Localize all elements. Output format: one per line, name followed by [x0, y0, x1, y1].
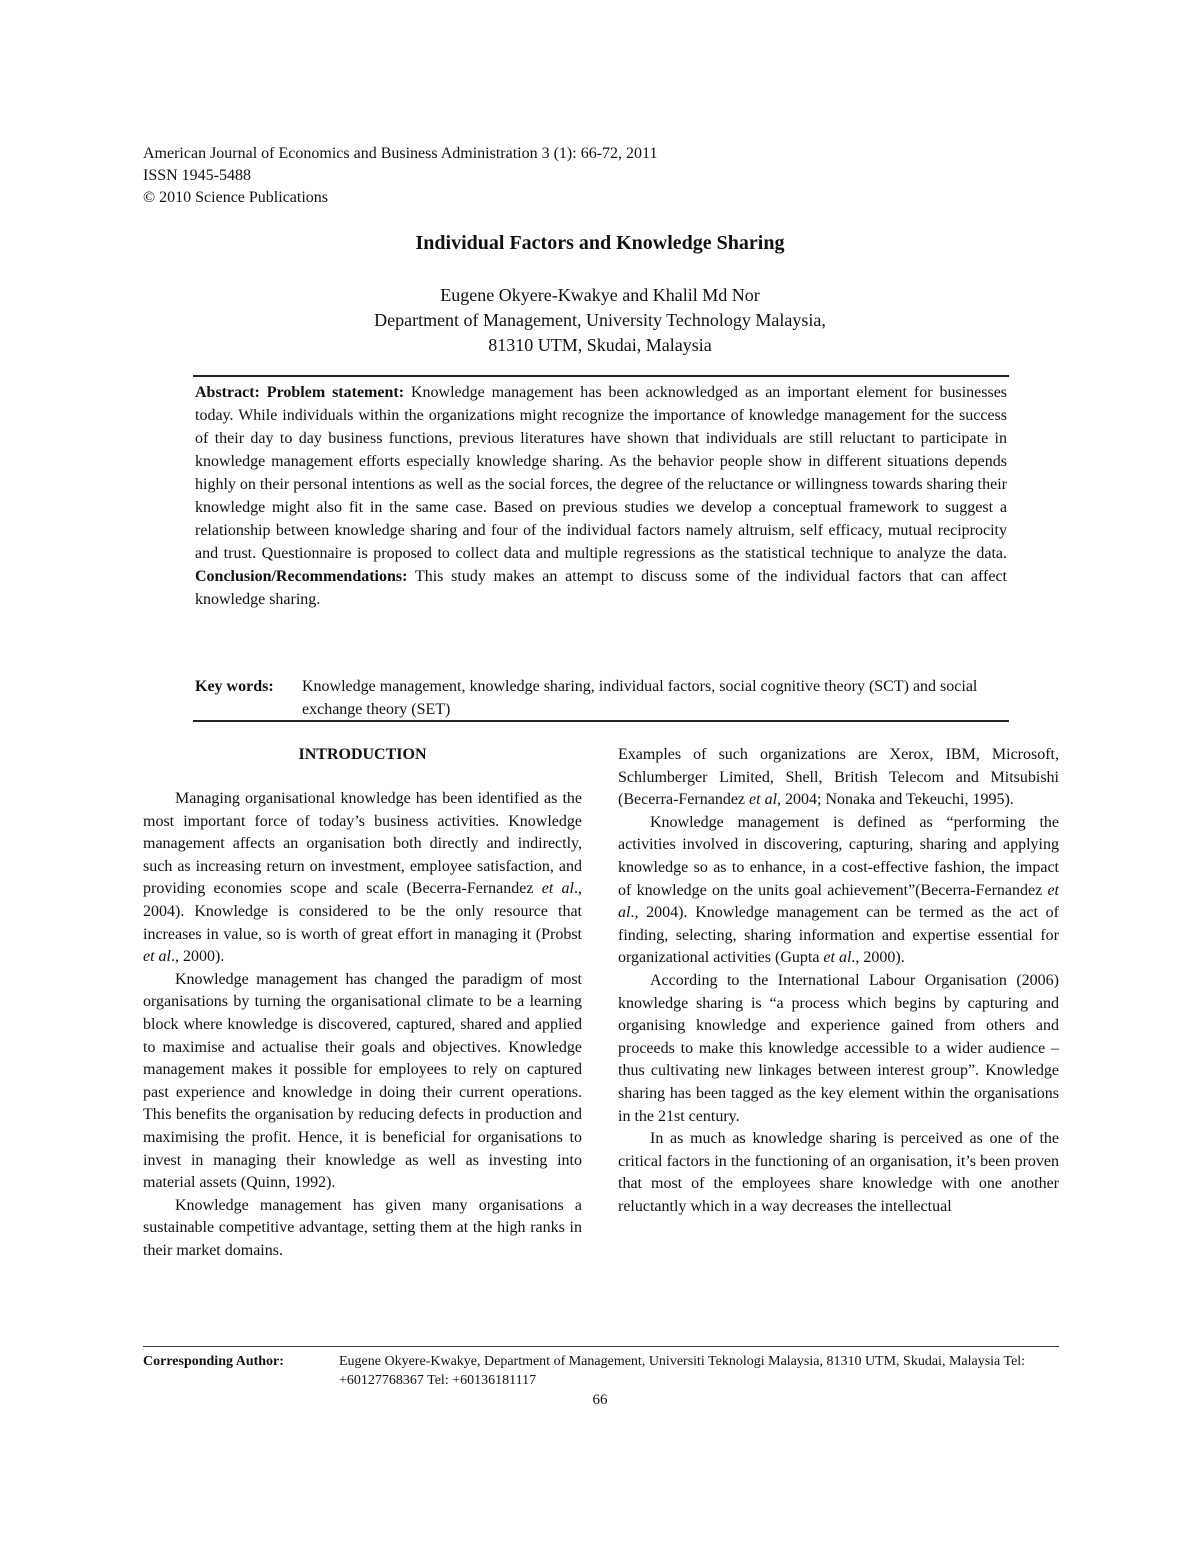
abstract-label: Abstract: [195, 384, 260, 401]
text-run: Examples of such organizations are Xerox, IBM, Microsoft, Schlumberger Limited, Shell, British Telecom and Mitsubishi (Becerra-Fernandez [618, 746, 1059, 809]
issn: ISSN 1945-5488 [143, 167, 252, 184]
keywords-label: Key words: [195, 678, 274, 695]
conclusion-text: This study makes an attempt to discuss some of the individual factors that can affect knowledge sharing. [195, 568, 1008, 608]
abstract [195, 381, 1007, 611]
paragraph [143, 788, 582, 969]
et-al: et al [618, 881, 1059, 922]
abstract-top-rule [193, 375, 1009, 377]
author-names: Eugene Okyere-Kwakye and Khalil Md Nor [440, 285, 760, 305]
et-al: et al [541, 880, 575, 898]
paragraph: Knowledge management has changed the paradigm of most organisations by turning the organisational climate to be a learning block where knowledge is discovered, captured, shared and applied to maximise and actualise their goals and objectives. Knowledge management makes it possible for employees to rely on captured past experience and knowledge in doing their current operations. This benefits the organisation by reducing defects in production and maximising the profit. Hence, it is beneficial for organisations to invest in managing their knowledge as well as investing into material assets (Quinn, 1992). [143, 970, 582, 1192]
text-run: , 2004; Nonaka and Tekeuchi, 1995). [777, 791, 1014, 809]
keywords-text: Knowledge management, knowledge sharing, individual factors, social cognitive theory (SCT) and social exchange theory (SET) [302, 678, 978, 718]
et-al: et al [823, 949, 852, 967]
problem-statement-text: Knowledge management has been acknowledged as an important element for businesses today. While individuals within the organizations might recognize the importance of knowledge management for the success of their day to day business functions, previous literatures have shown that individuals are still reluctant to participate in knowledge management efforts especially knowledge sharing. As the behavior people show in different situations depends highly on their personal intentions as well as the social forces, the degree of the reluctance or willingness towards sharing their knowledge might also fit in the same case. Based on previous studies we develop a conceptual framework to suggest a relationship between knowledge sharing and four of the individual factors namely altruism, self efficacy, mutual reciprocity and trust. Questionnaire is proposed to collect data and multiple regressions as the statistical technique to analyze the data. [195, 384, 1008, 562]
et-al: et al [143, 948, 171, 966]
keywords [195, 675, 1007, 721]
conclusion-label: Conclusion/Recommendations: [195, 568, 408, 585]
author-block [0, 283, 1200, 358]
text-run: ., 2000). [851, 949, 905, 967]
affiliation-line-2: 81310 UTM, Skudai, Malaysia [488, 335, 712, 355]
text-run: Managing organisational knowledge has been identified as the most important force of today’s business activities. Knowledge management affects an organisation both directly and indirectly, such as increasing return on investment, employee satisfaction, and providing economies scope and scale (Becerra-Fernandez [143, 790, 582, 898]
text-run: ., 2000). [171, 948, 225, 966]
corresponding-author [143, 1352, 1059, 1390]
left-column [143, 744, 582, 1262]
paragraph [618, 812, 1059, 970]
corresponding-author-text: Eugene Okyere-Kwakye, Department of Management, Universiti Teknologi Malaysia, 81310 UTM, Skudai, Malaysia Tel: +60127768367 Tel: +60136181117 [339, 1354, 1026, 1388]
paragraph [618, 744, 1059, 812]
text-run: ., 2004). Knowledge management can be termed as the act of finding, selecting, sharing information and expertise essential for organizational activities (Gupta [618, 904, 1059, 967]
paragraph: According to the International Labour Organisation (2006) knowledge sharing is “a process which begins by capturing and organising knowledge and experience gained from others and proceeds to make this knowledge accessible to a wider audience –thus cultivating new linkages between interest group”. Knowledge sharing has been tagged as the key element within the organisations in the 21st century. [618, 971, 1059, 1125]
text-run: ., 2004). Knowledge is considered to be the only resource that increases in value, so is worth of great effort in managing it (Probst [143, 880, 583, 943]
problem-statement-label: Problem statement: [266, 384, 405, 401]
right-column [618, 744, 1059, 1218]
affiliation-line-1: Department of Management, University Technology Malaysia, [374, 310, 826, 330]
paragraph: In as much as knowledge sharing is perceived as one of the critical factors in the functioning of an organisation, it’s been proven that most of the employees share knowledge with one another reluctantly which in a way decreases the intellectual [618, 1130, 1059, 1215]
text-run: Knowledge management is defined as “performing the activities involved in discovering, capturing, sharing and applying knowledge so as to enhance, in a cost-effective fashion, the impact of knowledge on the units goal achievement”(Becerra-Fernandez [618, 813, 1059, 899]
et-al: et al [749, 791, 778, 809]
abstract-bottom-rule [193, 720, 1009, 722]
paragraph: Knowledge management has given many organisations a sustainable competitive advantage, setting them at the high ranks in their market domains. [143, 1196, 582, 1259]
copyright: © 2010 Science Publications [143, 189, 329, 206]
paper-title: Individual Factors and Knowledge Sharing [415, 232, 785, 254]
journal-header [143, 143, 657, 209]
footer-rule [143, 1346, 1059, 1347]
journal-citation: American Journal of Economics and Business Administration 3 (1): 66-72, 2011 [143, 145, 658, 162]
page-number: 66 [592, 1392, 608, 1408]
section-heading-introduction: INTRODUCTION [298, 746, 427, 763]
corresponding-author-label: Corresponding Author: [143, 1354, 284, 1369]
